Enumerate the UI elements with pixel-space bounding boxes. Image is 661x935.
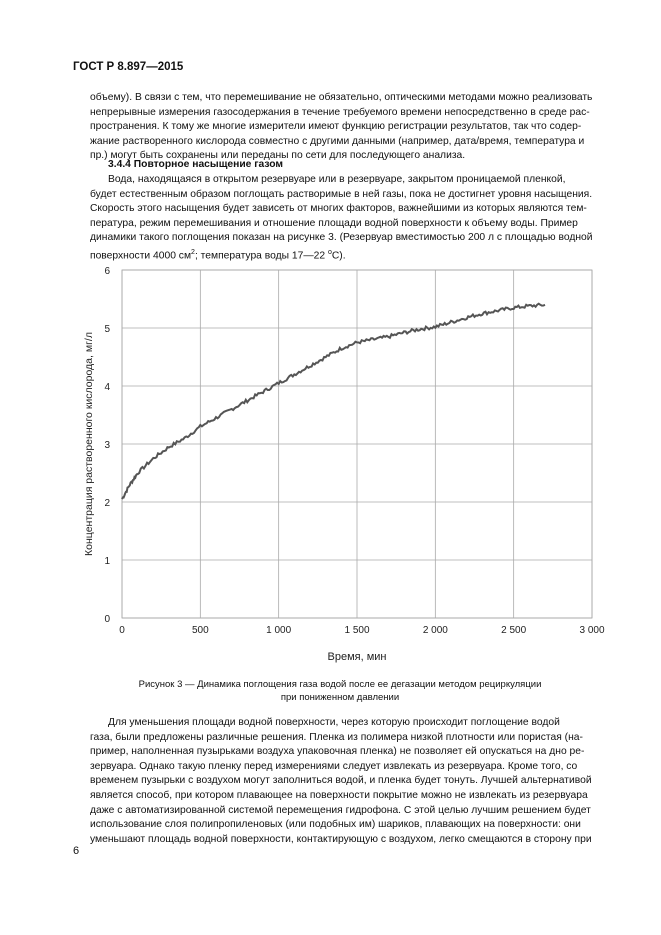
caption-line: Рисунок 3 — Динамика поглощения газа водой после ее дегазации методом рециркуляции bbox=[138, 679, 542, 690]
oxygen-concentration-chart bbox=[80, 262, 610, 672]
text-line: непрерывные измерения газосодержания в течение требуемого времени непосредственно в среде рас- bbox=[90, 106, 590, 118]
text-line: даже с автоматизированной системой перемещения гидрофона. С этой целью лучшим решением будет bbox=[90, 804, 591, 816]
y-axis-label: Концентрация растворенного кислорода, мг/л bbox=[83, 332, 95, 556]
y-tick-label: 1 bbox=[104, 556, 110, 567]
section-title: 3.4.4 Повторное насыщение газом bbox=[108, 159, 284, 170]
x-axis-label: Время, мин bbox=[327, 651, 387, 663]
text-line: зервуара. Однако такую пленку перед измерениями следует извлекать из резервуара. Кроме того, со bbox=[90, 760, 578, 772]
x-tick-label: 1 000 bbox=[266, 625, 292, 636]
x-tick-label: 3 000 bbox=[579, 625, 605, 636]
section-paragraph bbox=[90, 173, 593, 264]
series-line bbox=[122, 304, 545, 499]
text-line: пространения. К тому же многие измерители имеют функцию регистрации результатов, так что содер- bbox=[90, 121, 582, 133]
text-fragment: поверхности 4000 см bbox=[90, 250, 192, 262]
y-tick-label: 2 bbox=[104, 498, 110, 509]
text-fragment: С). bbox=[331, 250, 346, 262]
text-line: Вода, находящаяся в открытом резервуаре или в резервуаре, закрытом проницаемой пленкой, bbox=[108, 174, 566, 185]
document-code-header: ГОСТ Р 8.897—2015 bbox=[73, 61, 184, 73]
superscript: 2 bbox=[191, 248, 195, 256]
x-tick-label: 2 500 bbox=[501, 625, 527, 636]
y-tick-label: 4 bbox=[104, 382, 110, 393]
text-line: динамики такого поглощения показан на рисунке 3. (Резервуар вместимостью 200 л с площадью водной bbox=[90, 232, 593, 244]
text-line: пр.) могут быть сохранены или переданы по сети для последующего анализа. bbox=[90, 150, 466, 162]
text-line: Скорость этого насыщения будет зависеть от многих факторов, важнейшими из которых являются тем- bbox=[90, 203, 587, 215]
caption-line: при пониженном давлении bbox=[280, 692, 400, 703]
text-line: пература, режим перемешивания и отношение площади водной поверхности к объему воды. Пример bbox=[90, 217, 578, 229]
y-tick-label: 0 bbox=[104, 614, 110, 625]
text-line: является способ, при котором плавающее на поверхности покрытие можно не извлекать из резервуара bbox=[90, 789, 588, 801]
figure-caption bbox=[90, 678, 590, 704]
superscript: о bbox=[327, 248, 332, 256]
text-fragment: ; температура воды 17—22 bbox=[194, 250, 328, 262]
body-paragraph bbox=[90, 716, 590, 847]
x-tick-label: 2 000 bbox=[422, 625, 448, 636]
text-line: жание растворенного кислорода совместно с другими данными (например, дата/время, температура и bbox=[90, 135, 585, 147]
y-tick-label: 6 bbox=[104, 266, 110, 277]
intro-paragraph bbox=[90, 91, 593, 164]
text-line: временем пузырьки с воздухом могут заполниться водой, и пленка будет тонуть. Лучшей альтернативой bbox=[90, 775, 592, 787]
text-line: пример, наполненная пузырьками воздуха упаковочная пленка) не позволяет ей опускаться на дно ре- bbox=[90, 746, 585, 758]
text-line: уменьшают площадь водной поверхности, контактирующую с воздухом, легко смещаются в сторону при bbox=[90, 833, 592, 845]
x-tick-label: 500 bbox=[191, 625, 209, 636]
page-number: 6 bbox=[73, 845, 80, 857]
x-tick-label: 1 500 bbox=[344, 625, 370, 636]
text-line: газа, были предложены различные решения. Пленка из полимера низкой плотности или пористая (на- bbox=[90, 731, 583, 743]
text-line: использование слоя полипропиленовых (или подобных им) шариков, плавающих на поверхности: они bbox=[90, 819, 581, 831]
text-line: будет естественным образом поглощать растворимые в ней газы, пока не достигнет уровня насыщения. bbox=[90, 188, 593, 200]
text-line: Для уменьшения площади водной поверхности, через которую происходит поглощение водой bbox=[108, 717, 560, 728]
y-tick-label: 5 bbox=[104, 324, 110, 335]
figure-chart bbox=[80, 262, 610, 672]
y-tick-label: 3 bbox=[104, 440, 110, 451]
text-line: объему). В связи с тем, что перемешивание не обязательно, оптическими методами можно реализовать bbox=[90, 92, 593, 103]
x-tick-label: 0 bbox=[119, 625, 125, 636]
